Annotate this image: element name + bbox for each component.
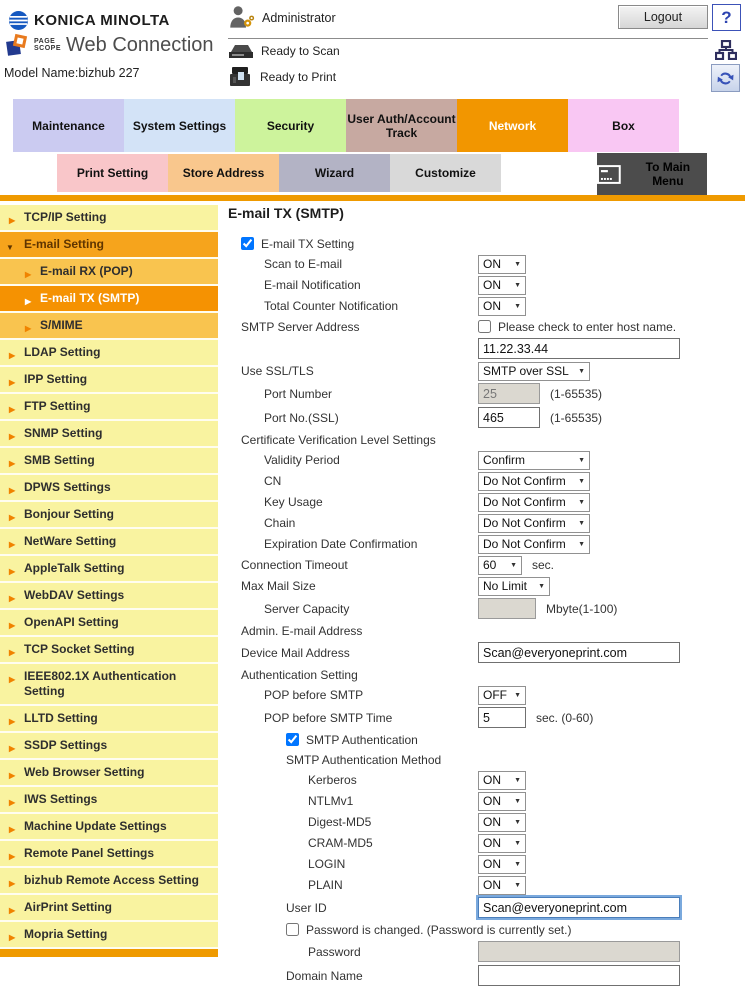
field-label: Total Counter Notification — [264, 299, 399, 313]
chevron-right-icon: ▶ — [9, 432, 16, 441]
dropdown-arrow-icon: ▼ — [578, 477, 585, 485]
sidebar-item-label: E-mail RX (POP) — [40, 264, 133, 278]
form-row — [228, 576, 738, 596]
field-label: Validity Period — [264, 453, 340, 467]
form-row — [228, 896, 738, 919]
select-value: OFF — [483, 688, 507, 702]
sidebar-item-s-mime[interactable] — [0, 313, 218, 340]
logout-button[interactable]: Logout — [618, 5, 708, 29]
tab-label: System Settings — [132, 118, 227, 133]
field-label: Scan to E-mail — [264, 257, 343, 271]
form-row — [228, 492, 738, 512]
sidebar-item-label: DPWS Settings — [24, 480, 111, 494]
sidebar-item-openapi-setting[interactable] — [0, 610, 218, 637]
form-row — [228, 450, 738, 470]
form-row — [228, 513, 738, 533]
validity-period-select[interactable] — [478, 451, 590, 470]
dropdown-arrow-icon: ▼ — [578, 498, 585, 506]
form-row — [228, 854, 738, 874]
form-row — [228, 812, 738, 832]
dropdown-arrow-icon: ▼ — [514, 281, 521, 289]
subtab-label: Customize — [415, 166, 476, 180]
field-label: User ID — [286, 900, 327, 915]
subtab-label: Wizard — [314, 166, 355, 180]
password-is-changed-password-is-currentl-check-row — [228, 923, 571, 937]
field-label: Server Capacity — [264, 601, 350, 616]
login-select[interactable] — [478, 855, 526, 874]
field-label: Domain Name — [286, 968, 363, 983]
field-label: CRAM-MD5 — [308, 836, 373, 850]
subtab-label: Print Setting — [76, 166, 149, 180]
sidebar-item-label: E-mail Setting — [24, 237, 105, 251]
form-row — [228, 920, 738, 939]
sidebar-bottom-bar — [0, 949, 218, 957]
sidebar-item-lltd-setting[interactable] — [0, 706, 218, 733]
sidebar-item-label: SMB Setting — [24, 453, 95, 467]
subtab-customize[interactable] — [390, 154, 501, 192]
form-row — [228, 406, 738, 429]
subtab-wizard[interactable] — [279, 154, 390, 192]
field-label: POP before SMTP — [264, 688, 364, 702]
select-value: ON — [483, 836, 501, 850]
chevron-right-icon: ▶ — [9, 486, 16, 495]
pop-before-smtp-select[interactable] — [478, 686, 526, 705]
digest-md5-select[interactable] — [478, 813, 526, 832]
kerberos-select[interactable] — [478, 771, 526, 790]
form-row — [228, 621, 738, 640]
sidebar-item-label: NetWare Setting — [24, 534, 117, 548]
sidebar-item-webdav-settings[interactable] — [0, 583, 218, 610]
tab-maintenance[interactable] — [13, 99, 124, 152]
chevron-right-icon: ▶ — [9, 216, 16, 225]
field-suffix: sec. — [532, 558, 555, 572]
select-value: Do Not Confirm — [483, 516, 566, 530]
port-no-ssl-input[interactable] — [478, 407, 540, 428]
sidebar-item-label: IWS Settings — [24, 792, 98, 806]
refresh-button[interactable] — [711, 64, 740, 92]
form-row — [228, 254, 738, 274]
chevron-right-icon: ▶ — [9, 744, 16, 753]
form-row — [228, 875, 738, 895]
select-value: ON — [483, 878, 501, 892]
sidebar-item-label: OpenAPI Setting — [24, 615, 119, 629]
e-mail-tx-setting-check-row — [228, 237, 354, 251]
administrator-icon — [228, 4, 255, 31]
smtp-authentication-check-row — [228, 733, 418, 747]
e-mail-notification-select[interactable] — [478, 276, 526, 295]
sidebar-item-label: Machine Update Settings — [24, 819, 167, 833]
chevron-right-icon: ▶ — [9, 567, 16, 576]
tab-label: Security — [266, 118, 315, 133]
form-row — [228, 940, 738, 963]
port-number-input — [478, 383, 540, 404]
dropdown-arrow-icon: ▼ — [538, 582, 545, 590]
field-label: SMTP Authentication Method — [286, 752, 442, 767]
sidebar-item-label: LLTD Setting — [24, 711, 98, 725]
form-row — [228, 730, 738, 749]
pagescope-icon — [5, 33, 31, 57]
tab-label: Network — [488, 118, 537, 133]
brand — [8, 10, 170, 31]
brand-name: KONICA MINOLTA — [34, 12, 170, 29]
form-row — [228, 665, 738, 684]
main-menu-panel-icon — [597, 165, 621, 184]
field-label: Max Mail Size — [241, 579, 316, 593]
sidebar-item-label: SNMP Setting — [24, 426, 103, 440]
field-label: PLAIN — [308, 878, 343, 892]
dropdown-arrow-icon: ▼ — [514, 302, 521, 310]
chevron-right-icon: ▶ — [9, 378, 16, 387]
subtab-store-address[interactable] — [168, 154, 279, 192]
field-label: Connection Timeout — [241, 558, 348, 572]
sidebar-item-e-mail-tx-smtp[interactable] — [0, 286, 218, 313]
sidebar-item-label: AirPrint Setting — [24, 900, 113, 914]
plain-select[interactable] — [478, 876, 526, 895]
sidebar-item-mopria-setting[interactable] — [0, 922, 218, 949]
sidebar-item-label: AppleTalk Setting — [24, 561, 125, 575]
sidebar-item-label: Remote Panel Settings — [24, 846, 155, 860]
sidebar-item-label: LDAP Setting — [24, 345, 101, 359]
dropdown-arrow-icon: ▼ — [514, 881, 521, 889]
sidebar-item-machine-update-settings[interactable] — [0, 814, 218, 841]
field-label: Digest-MD5 — [308, 815, 372, 829]
sidebar-item-ieee802-1x-authentication-setting[interactable] — [0, 664, 218, 706]
tab-label: Maintenance — [32, 118, 105, 133]
select-value: ON — [483, 794, 501, 808]
dropdown-arrow-icon: ▼ — [514, 860, 521, 868]
field-label: Expiration Date Confirmation — [264, 537, 418, 551]
chevron-down-icon: ▼ — [6, 243, 14, 252]
dropdown-arrow-icon: ▼ — [510, 561, 517, 569]
field-label: POP before SMTP Time — [264, 710, 393, 725]
form-row — [228, 382, 738, 405]
domain-name-input[interactable] — [478, 965, 680, 986]
sidebar-item-dpws-settings[interactable] — [0, 475, 218, 502]
select-value: No Limit — [483, 579, 528, 593]
primary-tabs — [13, 99, 679, 152]
field-label: LOGIN — [308, 857, 346, 871]
field-label: Port No.(SSL) — [264, 410, 339, 425]
help-button[interactable] — [712, 4, 741, 31]
key-usage-select[interactable] — [478, 493, 590, 512]
select-value: ON — [483, 299, 501, 313]
chevron-right-icon: ▶ — [25, 324, 32, 333]
password-input — [478, 941, 680, 962]
printer-icon — [228, 65, 253, 89]
checkbox-label: E-mail TX Setting — [261, 236, 355, 251]
server-capacity-input — [478, 598, 536, 619]
sidebar-item-e-mail-rx-pop[interactable] — [0, 259, 218, 286]
select-value: ON — [483, 857, 501, 871]
sidebar-item-label: Mopria Setting — [24, 927, 108, 941]
chevron-right-icon: ▶ — [9, 879, 16, 888]
use-ssl-tls-select[interactable] — [478, 362, 590, 381]
chevron-right-icon: ▶ — [9, 825, 16, 834]
chain-select[interactable] — [478, 514, 590, 533]
chevron-right-icon: ▶ — [9, 906, 16, 915]
field-label: Kerberos — [308, 773, 357, 787]
sidebar-item-ftp-setting[interactable] — [0, 394, 218, 421]
header-divider — [228, 38, 708, 39]
chevron-right-icon: ▶ — [9, 771, 16, 780]
select-value: ON — [483, 278, 501, 292]
dropdown-arrow-icon: ▼ — [514, 818, 521, 826]
sidebar-item-appletalk-setting[interactable] — [0, 556, 218, 583]
sidebar-item-netware-setting[interactable] — [0, 529, 218, 556]
cram-md5-select[interactable] — [478, 834, 526, 853]
main-content — [228, 205, 738, 988]
e-mail-tx-setting-checkbox[interactable] — [241, 237, 254, 250]
chevron-right-icon: ▶ — [9, 675, 16, 684]
chevron-right-icon: ▶ — [9, 798, 16, 807]
cn-select[interactable] — [478, 472, 590, 491]
sidebar-item-iws-settings[interactable] — [0, 787, 218, 814]
administrator-label: Administrator — [262, 10, 336, 25]
sidebar-item-ssdp-settings[interactable] — [0, 733, 218, 760]
refresh-icon — [717, 70, 734, 87]
sidebar-item-label: Web Browser Setting — [24, 765, 145, 779]
checkbox-label: Please check to enter host name. — [498, 319, 677, 334]
form-row — [228, 361, 738, 381]
subtab-print-setting[interactable] — [57, 154, 168, 192]
smtp-server-address-input[interactable] — [478, 338, 680, 359]
field-label: Authentication Setting — [241, 667, 358, 682]
chevron-right-icon: ▶ — [9, 621, 16, 630]
field-label: NTLMv1 — [308, 794, 354, 808]
form-row — [228, 337, 738, 360]
sidebar-item-label: IPP Setting — [24, 372, 88, 386]
sidebar-item-label: FTP Setting — [24, 399, 91, 413]
field-label: E-mail Notification — [264, 278, 361, 292]
form-row — [228, 964, 738, 987]
dropdown-arrow-icon: ▼ — [578, 519, 585, 527]
field-label: Chain — [264, 516, 296, 530]
konica-globe-icon — [8, 10, 29, 31]
sidebar-item-bonjour-setting[interactable] — [0, 502, 218, 529]
sidebar-item-ldap-setting[interactable] — [0, 340, 218, 367]
content-top-rule — [0, 195, 745, 201]
pop-before-smtp-time-input[interactable] — [478, 707, 526, 728]
select-value: Do Not Confirm — [483, 537, 566, 551]
dropdown-arrow-icon: ▼ — [514, 797, 521, 805]
subtab-label: Store Address — [182, 166, 265, 180]
field-suffix: (1-65535) — [550, 386, 603, 401]
settings-sidebar — [0, 205, 218, 957]
sidebar-item-label: TCP/IP Setting — [24, 210, 107, 224]
dropdown-arrow-icon: ▼ — [514, 776, 521, 784]
dropdown-arrow-icon: ▼ — [514, 691, 521, 699]
page-title: E-mail TX (SMTP) — [228, 205, 344, 221]
form-row — [228, 296, 738, 316]
select-value: 60 — [483, 558, 497, 572]
form-row — [228, 471, 738, 491]
expiration-date-confirmation-select[interactable] — [478, 535, 590, 554]
sidebar-item-web-browser-setting[interactable] — [0, 760, 218, 787]
form-row — [228, 275, 738, 295]
sidebar-item-label: IEEE802.1X Authentication Setting — [24, 669, 177, 698]
dropdown-arrow-icon: ▼ — [578, 367, 585, 375]
chevron-right-icon: ▶ — [9, 351, 16, 360]
field-label: CN — [264, 474, 282, 488]
total-counter-notification-select[interactable] — [478, 297, 526, 316]
tab-label: User Auth/Account Track — [347, 111, 456, 140]
scanner-icon — [228, 42, 254, 60]
sidebar-item-label: E-mail TX (SMTP) — [40, 291, 140, 305]
chevron-right-icon: ▶ — [9, 648, 16, 657]
chevron-right-icon: ▶ — [25, 270, 32, 279]
field-suffix: sec. (0-60) — [536, 710, 594, 725]
chevron-right-icon: ▶ — [9, 717, 16, 726]
checkbox-label: Password is changed. (Password is currently set.) — [306, 922, 572, 937]
checkbox-label: SMTP Authentication — [306, 732, 418, 747]
sidebar-item-label: WebDAV Settings — [24, 588, 125, 602]
secondary-tabs — [57, 154, 501, 192]
form-row — [228, 597, 738, 620]
form-row — [228, 833, 738, 853]
chevron-right-icon: ▶ — [9, 933, 16, 942]
status-ready-to-print: Ready to Print — [228, 65, 336, 89]
header — [0, 0, 745, 95]
product-logo — [5, 33, 214, 57]
select-value: ON — [483, 815, 501, 829]
sidebar-item-label: Bonjour Setting — [24, 507, 114, 521]
sidebar-item-snmp-setting[interactable] — [0, 421, 218, 448]
form-row — [228, 685, 738, 705]
select-value: ON — [483, 257, 501, 271]
product-name: Web Connection — [66, 33, 214, 56]
form-row — [228, 791, 738, 811]
logged-in-user — [228, 4, 336, 31]
status-ready-to-scan: Ready to Scan — [228, 42, 340, 60]
tab-user-auth-account-track[interactable] — [346, 99, 457, 152]
sidebar-item-e-mail-setting[interactable] — [0, 232, 218, 259]
field-label: Port Number — [264, 386, 333, 401]
chevron-right-icon: ▶ — [25, 297, 32, 306]
chevron-right-icon: ▶ — [9, 594, 16, 603]
sidebar-item-bizhub-remote-access-setting[interactable] — [0, 868, 218, 895]
user-id-input[interactable] — [478, 897, 680, 918]
network-status-icon — [715, 40, 737, 65]
field-label: Certificate Verification Level Settings — [241, 432, 436, 447]
sidebar-item-label: S/MIME — [40, 318, 83, 332]
form-row — [228, 317, 738, 336]
sidebar-item-label: bizhub Remote Access Setting — [24, 873, 199, 887]
scan-to-e-mail-select[interactable] — [478, 255, 526, 274]
smtp-settings-form — [228, 234, 738, 987]
field-label: Use SSL/TLS — [241, 364, 314, 378]
dropdown-arrow-icon: ▼ — [514, 839, 521, 847]
form-row — [228, 770, 738, 790]
select-value: Do Not Confirm — [483, 474, 566, 488]
sidebar-item-label: TCP Socket Setting — [24, 642, 135, 656]
device-mail-address-input[interactable] — [478, 642, 680, 663]
sidebar-item-remote-panel-settings[interactable] — [0, 841, 218, 868]
field-label: Device Mail Address — [241, 645, 350, 660]
max-mail-size-select[interactable] — [478, 577, 550, 596]
field-suffix: (1-65535) — [550, 410, 603, 425]
form-row — [228, 430, 738, 449]
to-main-menu-button[interactable]: To Main Menu — [597, 153, 707, 195]
sidebar-item-smb-setting[interactable] — [0, 448, 218, 475]
chevron-right-icon: ▶ — [9, 852, 16, 861]
chevron-right-icon: ▶ — [9, 405, 16, 414]
sidebar-item-airprint-setting[interactable] — [0, 895, 218, 922]
form-row — [228, 750, 738, 769]
chevron-right-icon: ▶ — [9, 540, 16, 549]
password-is-changed-password-is-currentl-checkbox[interactable] — [286, 923, 299, 936]
select-value: SMTP over SSL — [483, 364, 569, 378]
form-row — [228, 706, 738, 729]
form-row — [228, 555, 738, 575]
field-label: Admin. E-mail Address — [241, 623, 363, 638]
field-suffix: Mbyte(1-100) — [546, 601, 618, 616]
sidebar-item-label: SSDP Settings — [24, 738, 108, 752]
sidebar-item-tcp-ip-setting[interactable] — [0, 205, 218, 232]
sidebar-item-tcp-socket-setting[interactable] — [0, 637, 218, 664]
select-value: Confirm — [483, 453, 526, 467]
field-label: Key Usage — [264, 495, 323, 509]
chevron-right-icon: ▶ — [9, 459, 16, 468]
dropdown-arrow-icon: ▼ — [578, 456, 585, 464]
dropdown-arrow-icon: ▼ — [578, 540, 585, 548]
tab-network[interactable] — [457, 99, 568, 152]
field-label: Password — [308, 944, 361, 959]
form-row — [228, 234, 738, 253]
tab-security[interactable] — [235, 99, 346, 152]
tab-label: Box — [612, 118, 635, 133]
tab-system-settings[interactable] — [124, 99, 235, 152]
chevron-right-icon: ▶ — [9, 513, 16, 522]
pagescope-wordmark: PAGE SCOPE — [34, 38, 62, 52]
question-mark-icon: ? — [721, 7, 732, 27]
field-label: SMTP Server Address — [241, 319, 360, 334]
tab-box[interactable] — [568, 99, 679, 152]
smtp-authentication-checkbox[interactable] — [286, 733, 299, 746]
model-name: Model Name:bizhub 227 — [4, 66, 140, 80]
select-value: Do Not Confirm — [483, 495, 566, 509]
form-row — [228, 641, 738, 664]
form-row — [228, 534, 738, 554]
smtp-server-address-checkbox[interactable] — [478, 320, 491, 333]
connection-timeout-select[interactable] — [478, 556, 522, 575]
ntlmv1-select[interactable] — [478, 792, 526, 811]
select-value: ON — [483, 773, 501, 787]
sidebar-item-ipp-setting[interactable] — [0, 367, 218, 394]
dropdown-arrow-icon: ▼ — [514, 260, 521, 268]
